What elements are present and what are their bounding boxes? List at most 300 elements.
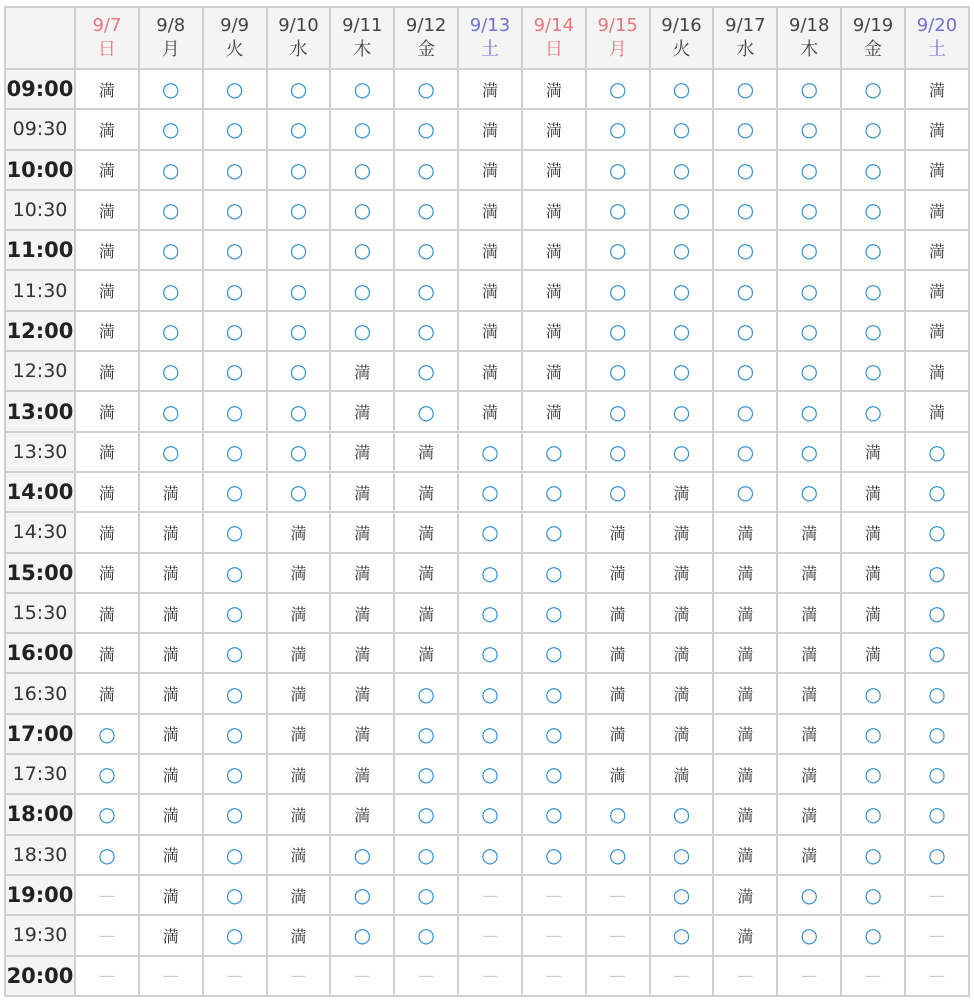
slot-available[interactable]: [714, 473, 778, 513]
time-slot-row: [4, 795, 970, 835]
slot-available[interactable]: [268, 392, 332, 432]
slot-available[interactable]: [331, 836, 395, 876]
slot-full: [651, 755, 715, 795]
slot-available[interactable]: [331, 70, 395, 110]
slot-available[interactable]: [204, 594, 268, 634]
slot-available[interactable]: [842, 312, 906, 352]
slot-available[interactable]: [651, 271, 715, 311]
slot-available[interactable]: [842, 674, 906, 714]
slot-available[interactable]: [714, 392, 778, 432]
slot-available[interactable]: [651, 231, 715, 271]
slot-available[interactable]: [204, 433, 268, 473]
slot-available[interactable]: [651, 433, 715, 473]
available-circle-icon: ○: [736, 198, 755, 223]
available-circle-icon: ○: [928, 762, 946, 787]
available-circle-icon: ○: [417, 802, 435, 827]
slot-available[interactable]: [906, 594, 970, 634]
slot-available[interactable]: [587, 352, 651, 392]
full-label: 満: [609, 725, 626, 745]
available-circle-icon: ○: [672, 117, 691, 142]
available-circle-icon: ○: [864, 923, 882, 948]
slot-available[interactable]: [523, 513, 587, 553]
slot-available[interactable]: [587, 271, 651, 311]
full-label: 満: [928, 362, 945, 382]
slot-closed: [906, 916, 970, 956]
slot-available[interactable]: [459, 674, 523, 714]
slot-available[interactable]: [140, 110, 204, 150]
full-label: 満: [98, 362, 115, 382]
slot-available[interactable]: [906, 473, 970, 513]
slot-available[interactable]: [714, 191, 778, 231]
corner-cell: [4, 6, 76, 70]
slot-available[interactable]: [842, 70, 906, 110]
slot-available[interactable]: [204, 715, 268, 755]
slot-available[interactable]: [76, 795, 140, 835]
slot-available[interactable]: [587, 110, 651, 150]
day-header: [842, 6, 906, 70]
available-circle-icon: ○: [225, 480, 244, 505]
slot-available[interactable]: [204, 151, 268, 191]
slot-available[interactable]: [204, 674, 268, 714]
slot-available[interactable]: [906, 513, 970, 553]
slot-closed: [76, 876, 140, 916]
slot-available[interactable]: [395, 795, 459, 835]
available-circle-icon: ○: [417, 198, 435, 223]
full-label: 満: [354, 644, 371, 664]
slot-available[interactable]: [842, 916, 906, 956]
slot-available[interactable]: [523, 715, 587, 755]
slot-available[interactable]: [714, 312, 778, 352]
slot-full: [587, 715, 651, 755]
slot-available[interactable]: [842, 795, 906, 835]
full-label: 満: [290, 644, 307, 664]
slot-available[interactable]: [587, 151, 651, 191]
available-circle-icon: ○: [928, 601, 946, 625]
available-circle-icon: ○: [672, 359, 691, 384]
full-label: 満: [545, 161, 562, 181]
slot-closed: [331, 957, 395, 997]
slot-available[interactable]: [140, 70, 204, 110]
slot-available[interactable]: [906, 836, 970, 876]
full-label: 満: [801, 523, 818, 543]
slot-available[interactable]: [395, 836, 459, 876]
time-label: 18:00: [4, 795, 76, 835]
time-label: 20:00: [4, 957, 76, 997]
slot-available[interactable]: [140, 433, 204, 473]
slot-available[interactable]: [331, 876, 395, 916]
slot-available[interactable]: [459, 755, 523, 795]
slot-available[interactable]: [204, 634, 268, 674]
slot-available[interactable]: [651, 392, 715, 432]
slot-available[interactable]: [204, 231, 268, 271]
available-circle-icon: ○: [736, 318, 755, 343]
slot-available[interactable]: [778, 392, 842, 432]
full-label: 満: [737, 725, 754, 745]
slot-full: [331, 352, 395, 392]
slot-available[interactable]: [395, 392, 459, 432]
available-circle-icon: ○: [289, 278, 308, 303]
slot-available[interactable]: [395, 352, 459, 392]
time-slot-row: [4, 271, 970, 311]
available-circle-icon: ○: [736, 359, 755, 384]
slot-available[interactable]: [331, 231, 395, 271]
slot-available[interactable]: [587, 473, 651, 513]
full-label: 満: [673, 644, 690, 664]
slot-available[interactable]: [459, 836, 523, 876]
available-circle-icon: ○: [353, 318, 372, 343]
available-circle-icon: ○: [162, 117, 180, 142]
slot-available[interactable]: [523, 755, 587, 795]
slot-available[interactable]: [587, 312, 651, 352]
slot-available[interactable]: [331, 312, 395, 352]
slot-full: [459, 312, 523, 352]
slot-available[interactable]: [459, 715, 523, 755]
time-label: 15:30: [4, 594, 76, 634]
slot-available[interactable]: [395, 674, 459, 714]
slot-available[interactable]: [268, 110, 332, 150]
slot-available[interactable]: [842, 755, 906, 795]
slot-available[interactable]: [714, 433, 778, 473]
slot-available[interactable]: [268, 70, 332, 110]
slot-available[interactable]: [459, 594, 523, 634]
slot-available[interactable]: [395, 191, 459, 231]
available-circle-icon: ○: [417, 117, 435, 142]
available-circle-icon: ○: [608, 842, 627, 867]
available-circle-icon: ○: [162, 238, 180, 263]
slot-available[interactable]: [204, 191, 268, 231]
slot-available[interactable]: [268, 312, 332, 352]
slot-full: [459, 231, 523, 271]
available-circle-icon: ○: [225, 641, 244, 666]
slot-available[interactable]: [204, 110, 268, 150]
slot-available[interactable]: [395, 151, 459, 191]
slot-available[interactable]: [714, 110, 778, 150]
full-label: 満: [481, 403, 498, 423]
slot-available[interactable]: [842, 110, 906, 150]
available-circle-icon: ○: [417, 883, 435, 908]
slot-available[interactable]: [204, 876, 268, 916]
available-circle-icon: ○: [672, 198, 691, 223]
slot-available[interactable]: [204, 554, 268, 594]
day-header: [778, 6, 842, 70]
full-label: 満: [162, 685, 179, 705]
slot-available[interactable]: [395, 876, 459, 916]
slot-full: [331, 795, 395, 835]
slot-available[interactable]: [651, 795, 715, 835]
available-circle-icon: ○: [736, 238, 755, 263]
available-circle-icon: ○: [417, 359, 435, 384]
slot-available[interactable]: [651, 191, 715, 231]
available-circle-icon: ○: [162, 77, 180, 102]
slot-closed: [587, 916, 651, 956]
available-circle-icon: ○: [481, 681, 499, 706]
slot-available[interactable]: [842, 231, 906, 271]
slot-full: [714, 594, 778, 634]
slot-available[interactable]: [459, 433, 523, 473]
slot-available[interactable]: [140, 352, 204, 392]
slot-available[interactable]: [204, 312, 268, 352]
slot-available[interactable]: [778, 876, 842, 916]
available-circle-icon: ○: [928, 681, 946, 706]
slot-available[interactable]: [140, 271, 204, 311]
slot-available[interactable]: [331, 191, 395, 231]
slot-available[interactable]: [331, 151, 395, 191]
slot-available[interactable]: [842, 151, 906, 191]
slot-full: [331, 554, 395, 594]
slot-available[interactable]: [331, 271, 395, 311]
slot-available[interactable]: [523, 594, 587, 634]
slot-available[interactable]: [459, 513, 523, 553]
day-header: [395, 6, 459, 70]
available-circle-icon: ○: [225, 157, 244, 182]
slot-full: [140, 916, 204, 956]
full-label: 満: [609, 644, 626, 664]
slot-available[interactable]: [651, 312, 715, 352]
slot-full: [268, 715, 332, 755]
full-label: 満: [418, 604, 435, 624]
time-label: 09:30: [4, 110, 76, 150]
slot-full: [331, 634, 395, 674]
available-circle-icon: ○: [417, 681, 435, 706]
slot-available[interactable]: [523, 836, 587, 876]
slot-full: [459, 191, 523, 231]
slot-available[interactable]: [395, 70, 459, 110]
slot-available[interactable]: [395, 110, 459, 150]
slot-available[interactable]: [395, 755, 459, 795]
slot-available[interactable]: [906, 715, 970, 755]
slot-available[interactable]: [906, 795, 970, 835]
slot-available[interactable]: [651, 151, 715, 191]
slot-available[interactable]: [395, 715, 459, 755]
slot-available[interactable]: [714, 352, 778, 392]
slot-full: [331, 513, 395, 553]
slot-available[interactable]: [842, 836, 906, 876]
available-circle-icon: ○: [672, 802, 691, 827]
closed-dash: —: [481, 966, 498, 986]
slot-available[interactable]: [651, 916, 715, 956]
slot-available[interactable]: [587, 392, 651, 432]
slot-full: [268, 674, 332, 714]
time-slot-row: [4, 191, 970, 231]
full-label: 満: [162, 886, 179, 906]
slot-available[interactable]: [906, 755, 970, 795]
available-circle-icon: ○: [928, 439, 946, 464]
slot-available[interactable]: [906, 674, 970, 714]
full-label: 満: [354, 483, 371, 503]
slot-available[interactable]: [651, 70, 715, 110]
slot-available[interactable]: [204, 755, 268, 795]
time-label: 16:00: [4, 634, 76, 674]
available-circle-icon: ○: [481, 721, 499, 746]
slot-available[interactable]: [268, 352, 332, 392]
available-circle-icon: ○: [736, 439, 755, 464]
slot-available[interactable]: [268, 231, 332, 271]
available-circle-icon: ○: [481, 480, 499, 505]
slot-available[interactable]: [587, 191, 651, 231]
slot-available[interactable]: [140, 312, 204, 352]
slot-available[interactable]: [523, 554, 587, 594]
slot-available[interactable]: [204, 352, 268, 392]
full-label: 満: [354, 725, 371, 745]
slot-available[interactable]: [714, 70, 778, 110]
slot-available[interactable]: [459, 554, 523, 594]
closed-dash: —: [928, 925, 945, 945]
slot-full: [459, 392, 523, 432]
slot-available[interactable]: [523, 674, 587, 714]
closed-dash: —: [98, 925, 115, 945]
slot-available[interactable]: [459, 634, 523, 674]
slot-full: [140, 674, 204, 714]
slot-available[interactable]: [268, 191, 332, 231]
slot-available[interactable]: [204, 513, 268, 553]
full-label: 満: [354, 604, 371, 624]
slot-available[interactable]: [842, 715, 906, 755]
available-circle-icon: ○: [353, 923, 372, 948]
slot-full: [76, 271, 140, 311]
slot-available[interactable]: [778, 473, 842, 513]
slot-available[interactable]: [906, 554, 970, 594]
time-slot-row: [4, 312, 970, 352]
available-circle-icon: ○: [672, 238, 691, 263]
slot-available[interactable]: [842, 392, 906, 432]
slot-available[interactable]: [204, 795, 268, 835]
slot-available[interactable]: [778, 191, 842, 231]
time-slot-row: [4, 473, 970, 513]
available-circle-icon: ○: [481, 641, 499, 666]
slot-available[interactable]: [268, 473, 332, 513]
slot-available[interactable]: [714, 271, 778, 311]
slot-available[interactable]: [778, 151, 842, 191]
slot-available[interactable]: [842, 271, 906, 311]
slot-available[interactable]: [842, 352, 906, 392]
time-label: 16:30: [4, 674, 76, 714]
available-circle-icon: ○: [98, 762, 116, 787]
day-of-week: 日: [544, 39, 563, 60]
slot-available[interactable]: [76, 755, 140, 795]
slot-full: [906, 312, 970, 352]
day-of-week: 水: [736, 39, 755, 60]
slot-available[interactable]: [140, 231, 204, 271]
slot-available[interactable]: [395, 312, 459, 352]
slot-available[interactable]: [395, 271, 459, 311]
slot-full: [523, 352, 587, 392]
slot-available[interactable]: [778, 312, 842, 352]
full-label: 満: [98, 80, 115, 100]
available-circle-icon: ○: [545, 560, 563, 585]
slot-available[interactable]: [906, 433, 970, 473]
slot-available[interactable]: [651, 876, 715, 916]
slot-available[interactable]: [204, 271, 268, 311]
slot-available[interactable]: [778, 110, 842, 150]
slot-full: [778, 715, 842, 755]
slot-full: [587, 554, 651, 594]
slot-available[interactable]: [140, 191, 204, 231]
available-circle-icon: ○: [481, 520, 499, 545]
slot-available[interactable]: [76, 715, 140, 755]
slot-full: [268, 916, 332, 956]
slot-available[interactable]: [331, 110, 395, 150]
closed-dash: —: [545, 925, 562, 945]
slot-full: [523, 70, 587, 110]
slot-available[interactable]: [140, 151, 204, 191]
slot-available[interactable]: [204, 70, 268, 110]
slot-available[interactable]: [268, 271, 332, 311]
slot-available[interactable]: [778, 352, 842, 392]
slot-available[interactable]: [587, 433, 651, 473]
time-label: 19:00: [4, 876, 76, 916]
slot-available[interactable]: [204, 392, 268, 432]
closed-dash: —: [737, 966, 754, 986]
slot-available[interactable]: [204, 836, 268, 876]
slot-available[interactable]: [587, 836, 651, 876]
slot-available[interactable]: [76, 836, 140, 876]
slot-full: [76, 674, 140, 714]
slot-available[interactable]: [395, 916, 459, 956]
full-label: 満: [737, 523, 754, 543]
slot-available[interactable]: [523, 795, 587, 835]
slot-available[interactable]: [459, 473, 523, 513]
available-circle-icon: ○: [864, 198, 882, 223]
full-label: 満: [354, 362, 371, 382]
slot-available[interactable]: [778, 271, 842, 311]
slot-available[interactable]: [778, 433, 842, 473]
slot-available[interactable]: [587, 795, 651, 835]
time-slot-row: [4, 715, 970, 755]
slot-available[interactable]: [395, 231, 459, 271]
slot-available[interactable]: [651, 836, 715, 876]
slot-available[interactable]: [523, 634, 587, 674]
available-circle-icon: ○: [225, 520, 244, 545]
available-circle-icon: ○: [800, 157, 818, 182]
slot-available[interactable]: [268, 151, 332, 191]
available-circle-icon: ○: [864, 77, 882, 102]
slot-full: [459, 70, 523, 110]
slot-full: [523, 110, 587, 150]
slot-available[interactable]: [842, 191, 906, 231]
full-label: 満: [98, 564, 115, 584]
slot-available[interactable]: [651, 352, 715, 392]
slot-available[interactable]: [331, 916, 395, 956]
full-label: 満: [865, 604, 882, 624]
slot-available[interactable]: [204, 473, 268, 513]
slot-available[interactable]: [714, 231, 778, 271]
slot-available[interactable]: [778, 231, 842, 271]
closed-dash: —: [98, 885, 115, 905]
slot-available[interactable]: [714, 151, 778, 191]
time-label: 09:00: [4, 70, 76, 110]
slot-available[interactable]: [587, 70, 651, 110]
slot-available[interactable]: [587, 231, 651, 271]
available-circle-icon: ○: [864, 278, 882, 303]
slot-available[interactable]: [523, 433, 587, 473]
available-circle-icon: ○: [162, 318, 180, 343]
slot-full: [714, 755, 778, 795]
slot-available[interactable]: [140, 392, 204, 432]
day-date: 9/15: [597, 15, 638, 36]
slot-available[interactable]: [459, 795, 523, 835]
slot-available[interactable]: [651, 110, 715, 150]
day-date: 9/9: [220, 15, 250, 36]
slot-available[interactable]: [778, 70, 842, 110]
slot-available[interactable]: [842, 876, 906, 916]
slot-full: [395, 594, 459, 634]
slot-available[interactable]: [523, 473, 587, 513]
full-label: 満: [801, 765, 818, 785]
slot-available[interactable]: [204, 916, 268, 956]
slot-available[interactable]: [268, 433, 332, 473]
slot-available[interactable]: [906, 634, 970, 674]
slot-available[interactable]: [778, 916, 842, 956]
